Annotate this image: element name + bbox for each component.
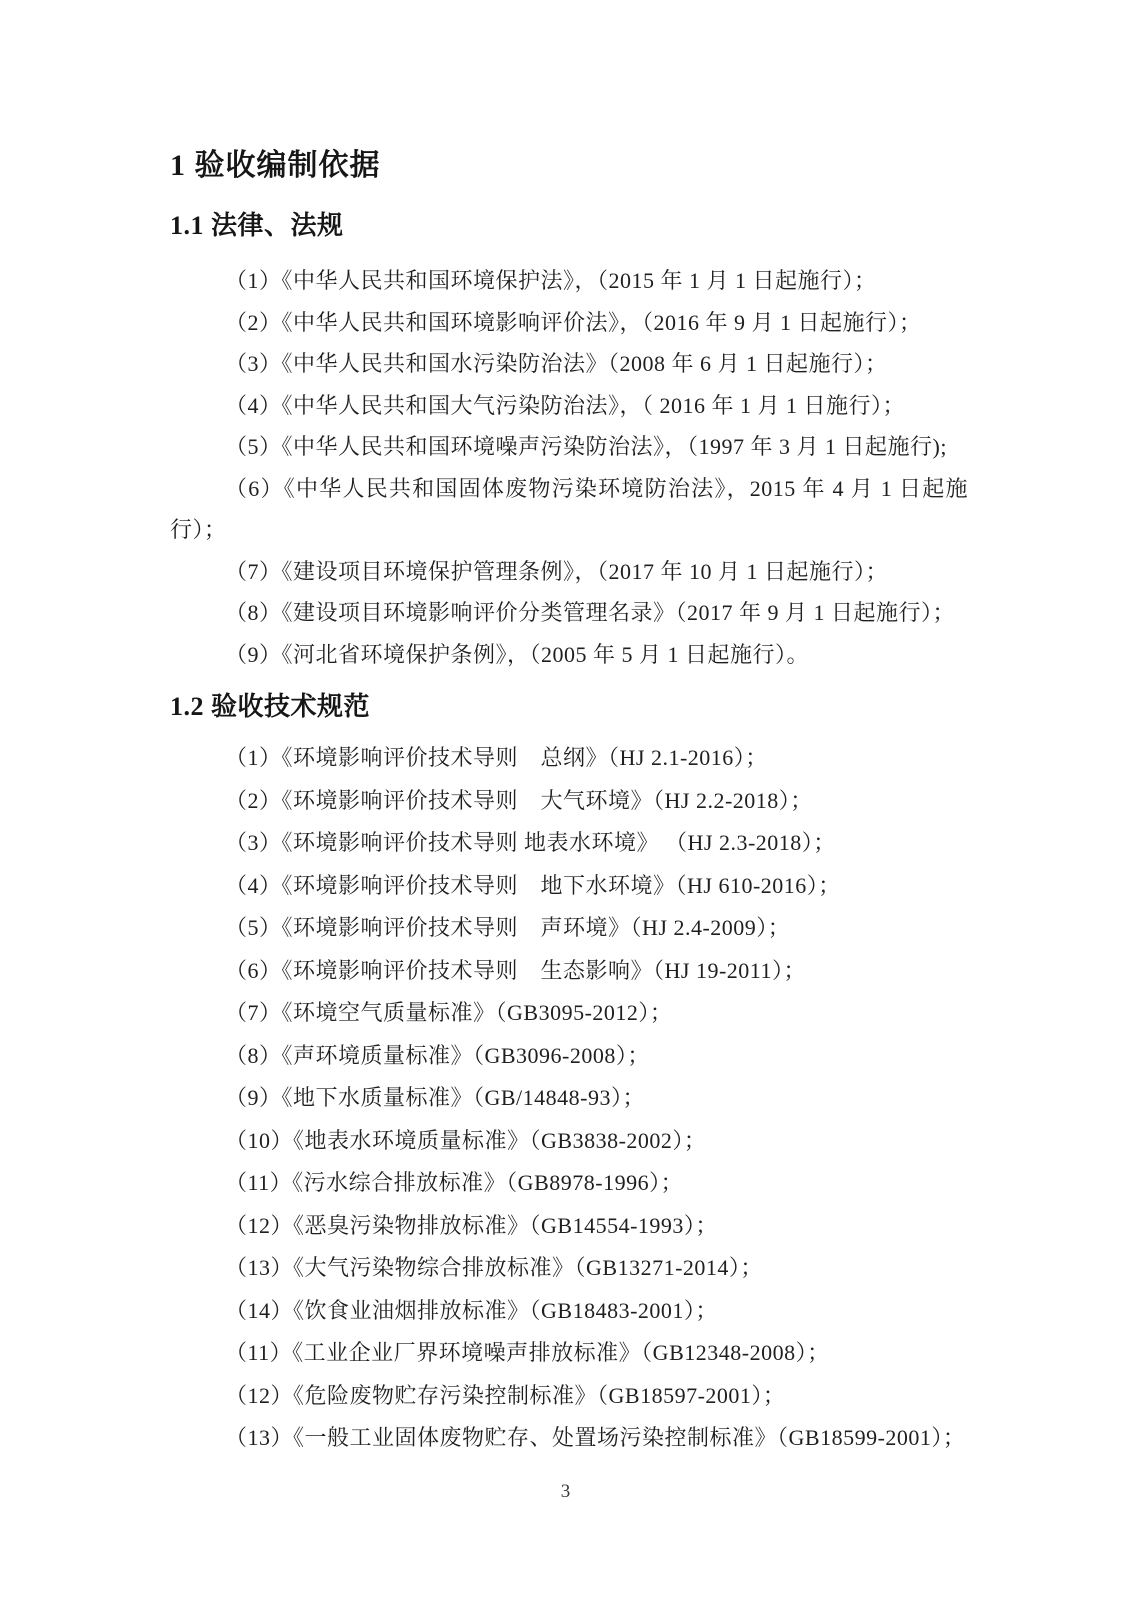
list-item: （7）《环境空气质量标准》（GB3095-2012）； — [225, 1000, 673, 1025]
list-item: （4）《环境影响评价技术导则 地下水环境》（HJ 610-2016）； — [225, 872, 841, 898]
list-item: （9）《河北省环境保护条例》，（2005 年 5 月 1 日起施行）。 — [225, 641, 810, 667]
document-content — [170, 0, 968, 1460]
list-item: （3）《环境影响评价技术导则 地表水环境》 （HJ 2.3-2018）； — [225, 830, 836, 855]
list-item: （9）《地下水质量标准》（GB/14848-93）； — [225, 1085, 646, 1110]
list-item: （1）《环境影响评价技术导则 总纲》（HJ 2.1-2016）； — [225, 745, 768, 770]
laws-list — [170, 260, 968, 675]
list-item: （11）《污水综合排放标准》（GB8978-1996）； — [225, 1170, 684, 1195]
list-item: （14）《饮食业油烟排放标准》（GB18483-2001）； — [225, 1297, 718, 1323]
list-item: （6）《中华人民共和国固体废物污染环境防治法》，2015 年 4 月 1 日起施行）； — [170, 475, 968, 542]
list-item: （6）《环境影响评价技术导则 生态影响》（HJ 19-2011）； — [225, 957, 806, 983]
list-item: （11）《工业企业厂界环境噪声排放标准》（GB12348-2008）； — [225, 1340, 830, 1365]
list-item: （1）《中华人民共和国环境保护法》，（2015 年 1 月 1 日起施行）； — [225, 268, 877, 293]
list-item: （4）《中华人民共和国大气污染防治法》，（ 2016 年 1 月 1 日施行）； — [225, 392, 906, 418]
list-item: （12）《恶臭污染物排放标准》（GB14554-1993）； — [225, 1212, 718, 1238]
list-item: （2）《中华人民共和国环境影响评价法》，（2016 年 9 月 1 日起施行）； — [225, 309, 922, 335]
list-item: （7）《建设项目环境保护管理条例》，（2017 年 10 月 1 日起施行）； — [225, 558, 889, 584]
list-item: （13）《大气污染物综合排放标准》（GB13271-2014）； — [225, 1255, 763, 1280]
list-item: （8）《声环境质量标准》（GB3096-2008）； — [225, 1042, 650, 1068]
list-item: （2）《环境影响评价技术导则 大气环境》（HJ 2.2-2018）； — [225, 787, 813, 813]
list-item: （8）《建设项目环境影响评价分类管理名录》（2017 年 9 月 1 日起施行）； — [225, 600, 956, 625]
list-item: （10）《地表水环境质量标准》（GB3838-2002）； — [225, 1127, 707, 1153]
list-item: （5）《环境影响评价技术导则 声环境》（HJ 2.4-2009）； — [225, 915, 791, 940]
section-heading-technical-specs: 1.2 验收技术规范 — [170, 692, 371, 721]
technical-specs-list — [170, 737, 968, 1460]
list-item: （5）《中华人民共和国环境噪声污染防治法》，（1997 年 3 月 1 日起施行); — [225, 434, 947, 459]
page-number: 3 — [560, 1481, 571, 1502]
document-title: 1 验收编制依据 — [170, 149, 381, 182]
list-item: （3）《中华人民共和国水污染防治法》（2008 年 6 月 1 日起施行）； — [225, 351, 888, 376]
section-heading-laws: 1.1 法律、法规 — [170, 211, 344, 240]
list-item: （13）《一般工业固体废物贮存、处置场污染控制标准》（GB18599-2001）； — [225, 1425, 966, 1450]
list-item: （12）《危险废物贮存污染控制标准》（GB18597-2001）； — [225, 1382, 786, 1408]
